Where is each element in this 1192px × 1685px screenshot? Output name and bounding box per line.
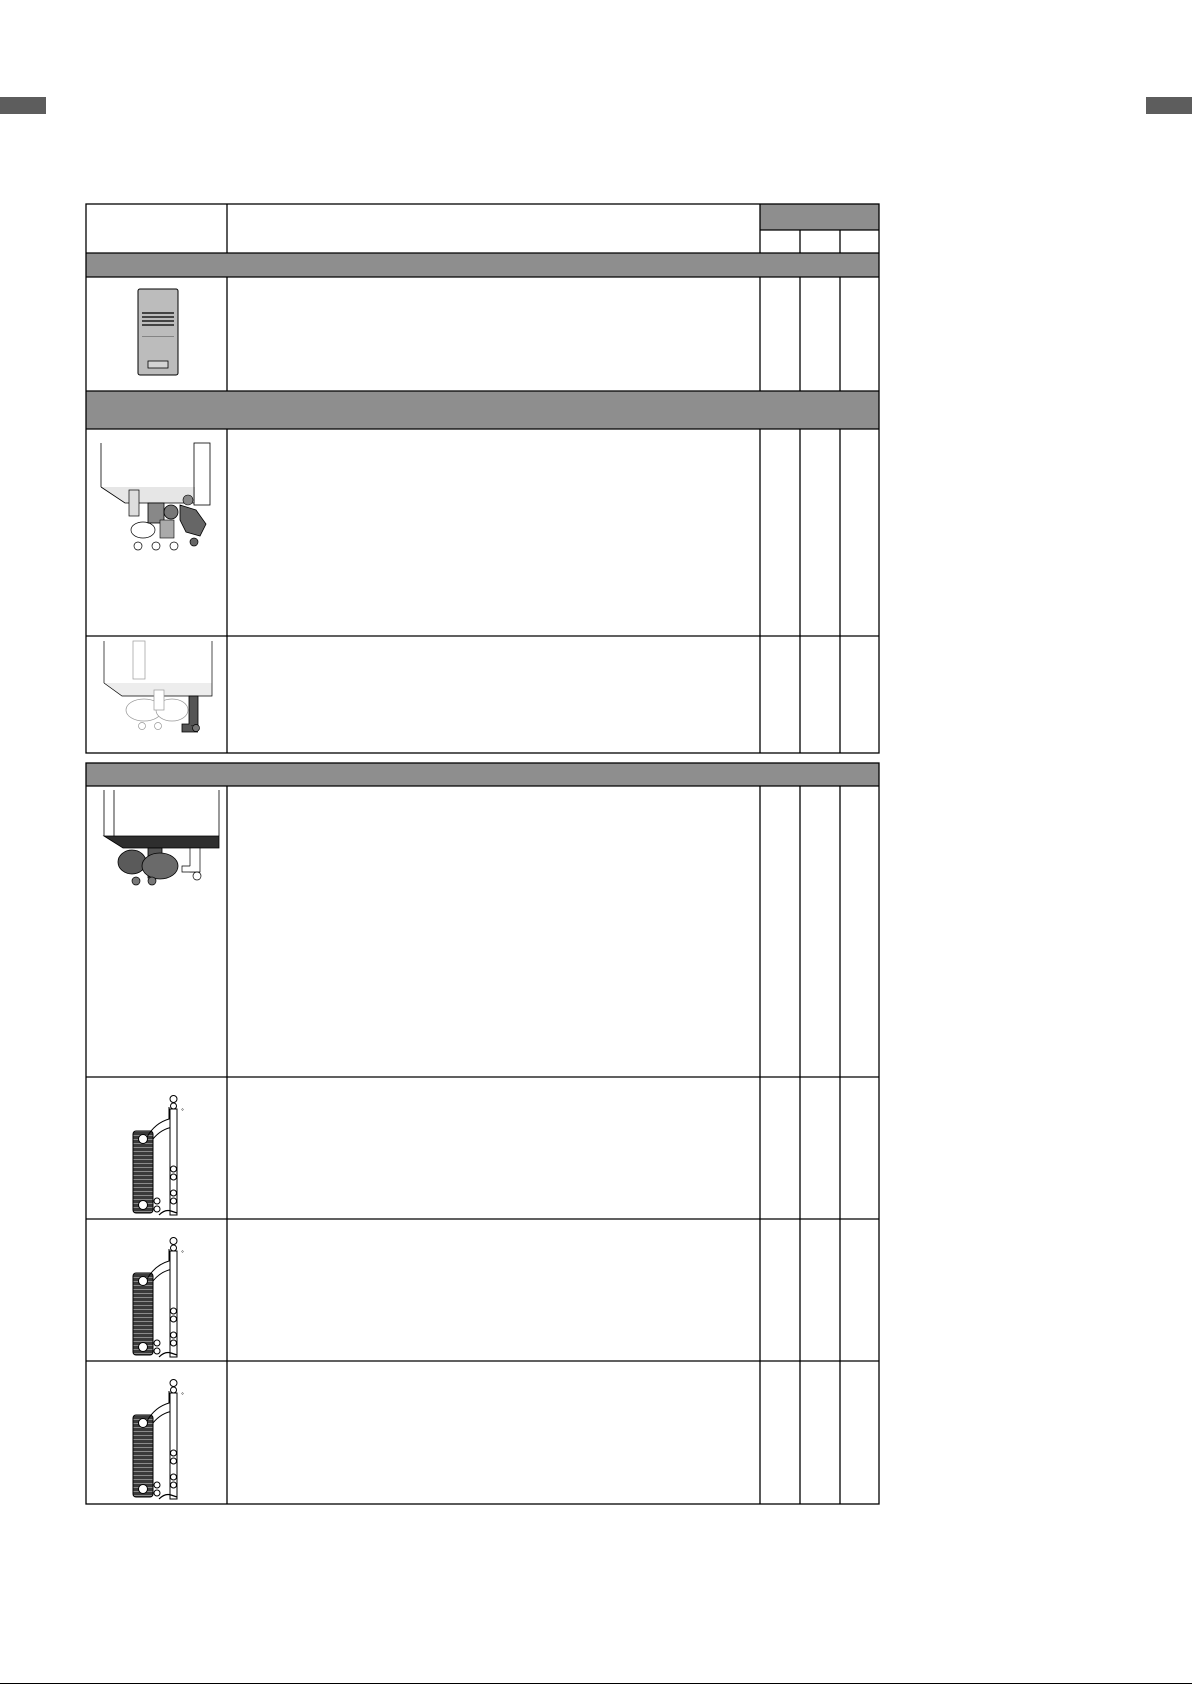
plate-heat-exchanger-kit-icon [133, 1380, 184, 1500]
section-band-3 [86, 763, 879, 786]
plate-heat-exchanger-kit-icon [133, 1096, 184, 1216]
accessory-table: ° [0, 0, 1192, 1685]
section-band-2 [86, 391, 879, 429]
boiler-pipework-outline-icon [104, 641, 212, 732]
bottom-rule [0, 1683, 1192, 1684]
appliance-cover-icon [138, 289, 178, 375]
plate-heat-exchanger-kit-icon [133, 1238, 184, 1358]
boiler-pipework-dark-icon [104, 790, 219, 885]
boiler-pipework-kit-icon [101, 443, 210, 550]
header-group-band [760, 204, 879, 230]
section-band-1 [86, 253, 879, 277]
